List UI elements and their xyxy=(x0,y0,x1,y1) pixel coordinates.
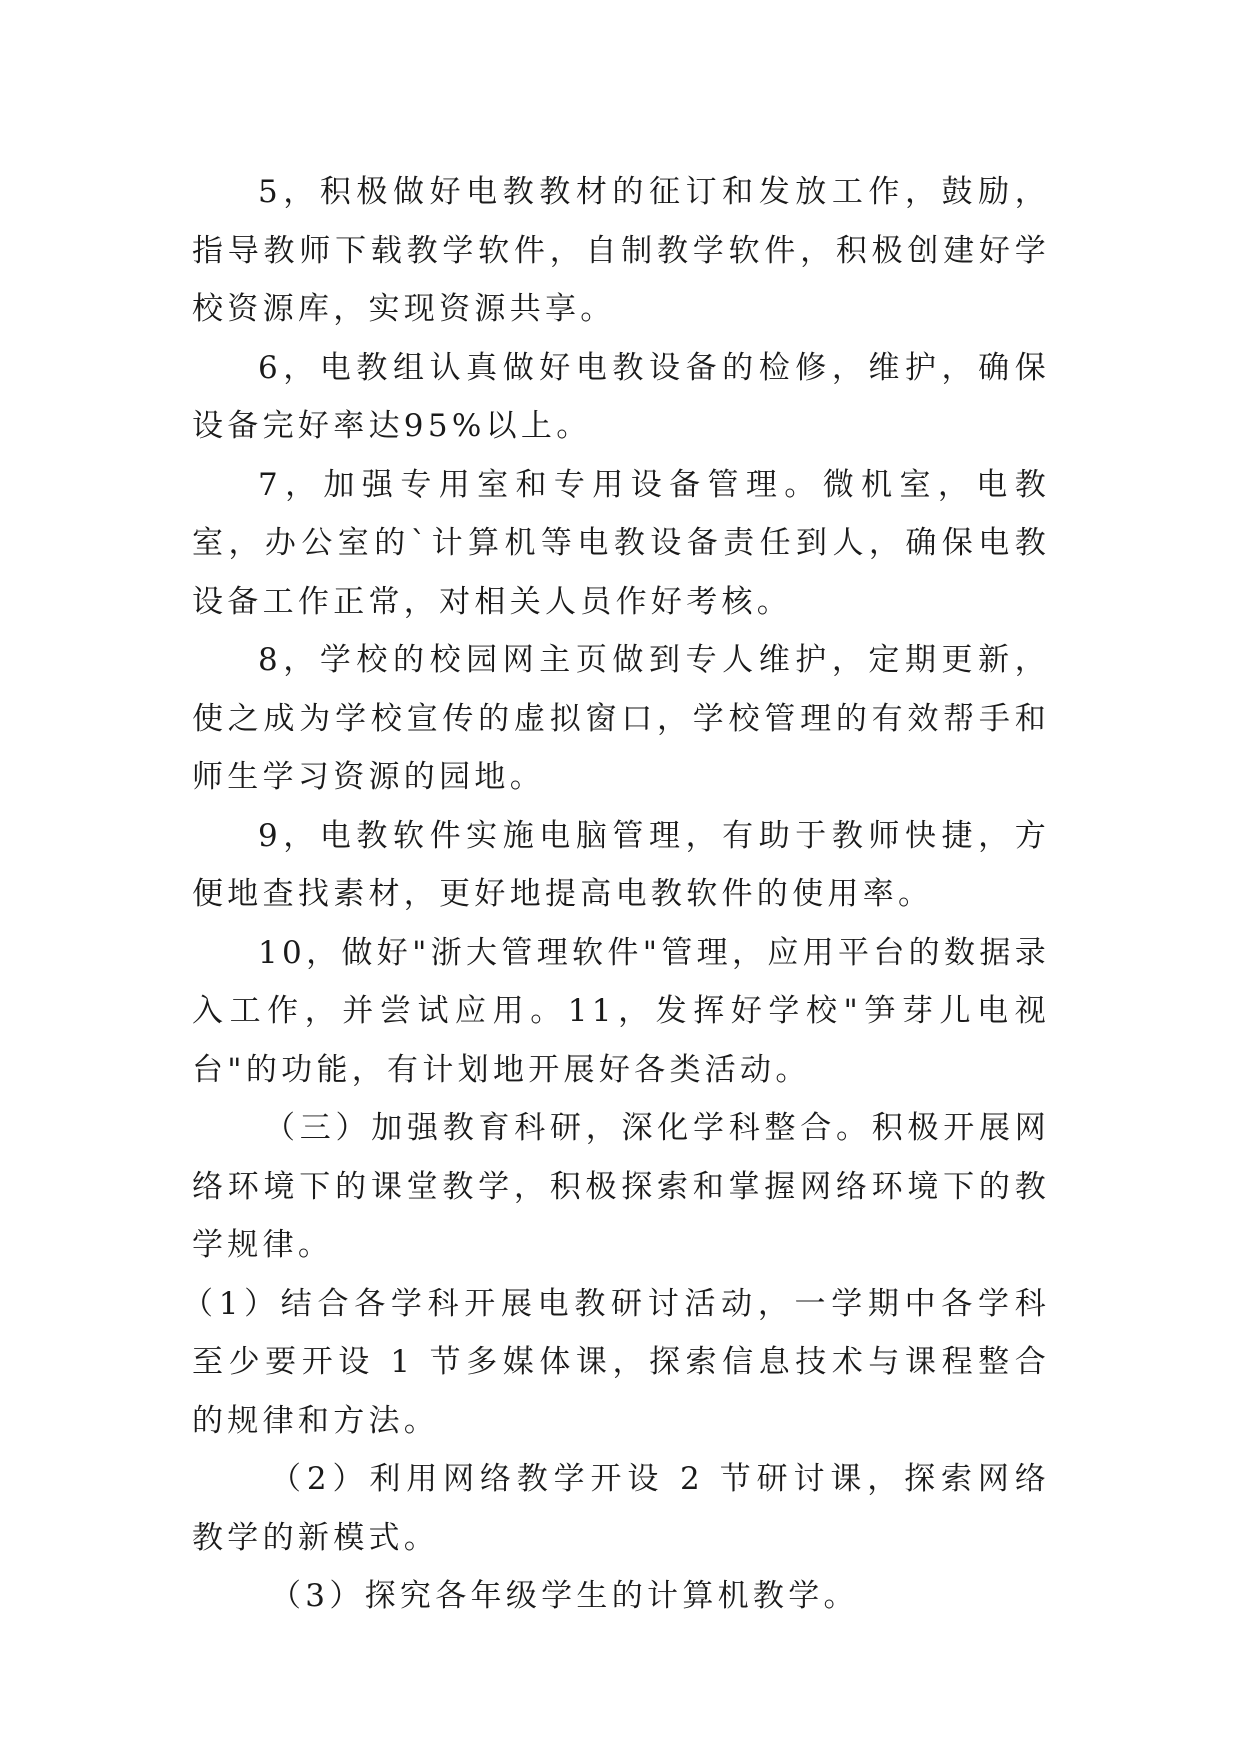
paragraph-subitem-2: （2）利用网络教学开设 2 节研讨课，探索网络教学的新模式。 xyxy=(192,1461,1050,1556)
paragraph-subitem-3: （3）探究各年级学生的计算机教学。 xyxy=(270,1578,859,1614)
document-body xyxy=(182,163,1050,1626)
paragraph-item-6: 6，电教组认真做好电教设备的检修，维护，确保设备完好率达95%以上。 xyxy=(192,349,1050,444)
paragraph-item-7: 7，加强专用室和专用设备管理。微机室，电教室，办公室的`计算机等电教设备责任到人，确保电教设备工作正常，对相关人员作好考核。 xyxy=(192,466,1050,620)
paragraph-section-3: （三）加强教育科研，深化学科整合。积极开展网络环境下的课堂教学，积极探索和掌握网络环境下的教学规律。 xyxy=(192,1110,1050,1263)
paragraph-subitem-1: （1）结合各学科开展电教研讨活动，一学期中各学科至少要开设 1 节多媒体课，探索信息技术与课程整合的规律和方法。 xyxy=(182,1285,1050,1439)
paragraph-item-5: 5，积极做好电教教材的征订和发放工作，鼓励，指导教师下载教学软件，自制教学软件，积极创建好学校资源库，实现资源共享。 xyxy=(192,174,1050,327)
paragraph-item-10-11: 10，做好"浙大管理软件"管理，应用平台的数据录入工作，并尝试应用。11，发挥好学校"笋芽儿电视台"的功能，有计划地开展好各类活动。 xyxy=(192,934,1050,1088)
paragraph-item-9: 9，电教软件实施电脑管理，有助于教师快捷，方便地查找素材，更好地提高电教软件的使用率。 xyxy=(192,817,1050,912)
paragraph-item-8: 8，学校的校园网主页做到专人维护，定期更新，使之成为学校宣传的虚拟窗口，学校管理的有效帮手和师生学习资源的园地。 xyxy=(192,642,1050,795)
